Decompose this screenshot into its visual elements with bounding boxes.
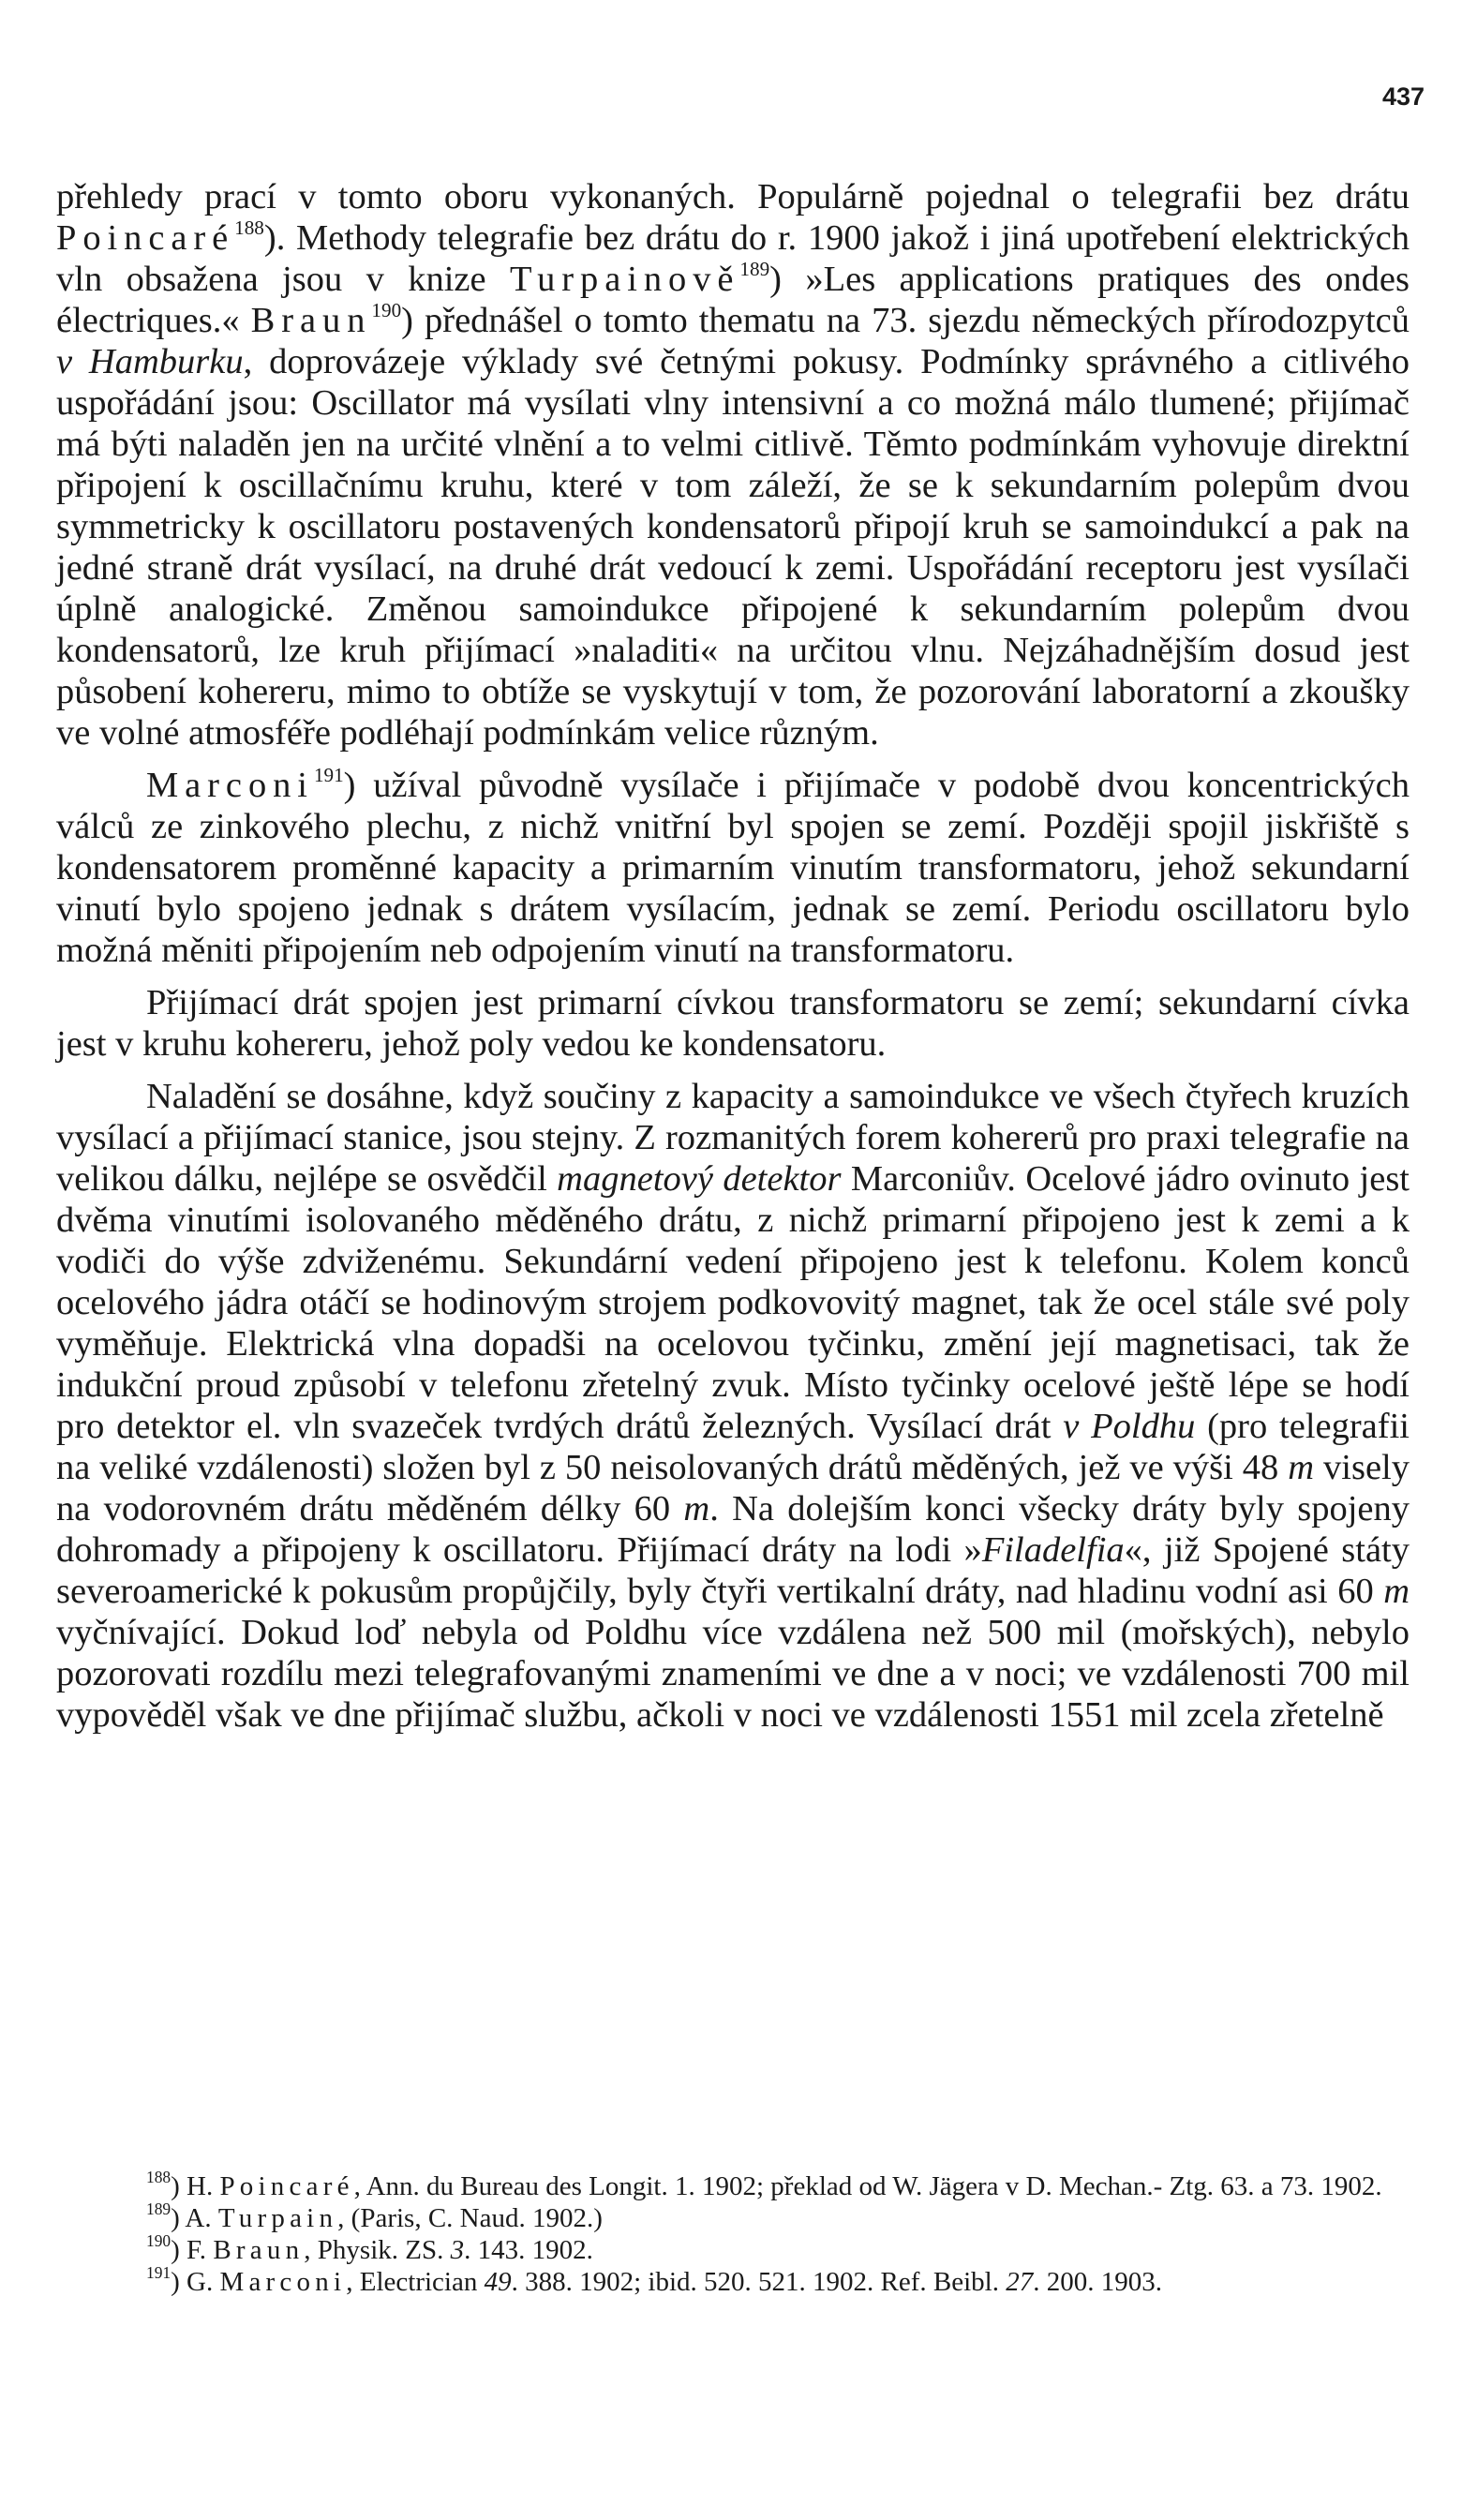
paragraph: [56, 176, 1410, 753]
text-run: (pro telegrafii na veliké vzdálenosti) složen byl z 50 neisolovaných drátů měděných, jež ve výši 48: [56, 1407, 1410, 1487]
text-run: visely na vodorovném drátu měděném délky 60: [56, 1448, 1410, 1528]
italic-text: magnetový detektor: [557, 1159, 842, 1199]
footnote-ref: 190: [371, 299, 402, 322]
italic-text: 3: [450, 2235, 465, 2265]
text-run: vyčnívající. Dokud loď nebyla od Poldhu více vzdálena než 500 mil (mořských), nebylo pozorovati rozdílu mezi telegrafovanými znameními ve dne a v noci; ve vzdálenosti 700 mil vypověděl však ve dne přijímač službu, ačkoli v noci ve vzdálenosti 1551 mil zcela zřetelně: [56, 1613, 1410, 1735]
text-run: , Electrician: [346, 2267, 485, 2297]
text-run: Přijímací drát spojen jest primarní cívkou transformatoru se zemí; sekundarní cívka jest v kruhu kohereru, jehož poly vedou ke kondensatoru.: [56, 983, 1410, 1064]
footnotes: [56, 2167, 1410, 2298]
spaced-name: Turpain: [217, 2203, 338, 2233]
text-run: Marconiův. Ocelové jádro ovinuto jest dvěma vinutími isolovaného měděného drátu, z nichž primarní připojeno jest k zemi a k vodiči do výše zdviženému. Sekundární vedení připojeno jest k telefonu. Kolem konců ocelového jádra otáčí se hodinovým strojem podkovovitý magnet, tak že ocel stále své poly vyměňuje. Elektrická vlna dopadši na ocelovou tyčinku, změní její magnetisaci, tak že indukční proud způsobí v telefonu zřetelný zvuk. Místo tyčinky ocelové ještě lépe se hodí pro detektor el. vln svazeček tvrdých drátů železných. Vysílací drát: [56, 1159, 1410, 1446]
text-run: ) A.: [171, 2203, 218, 2233]
text-run: přehledy prací v tomto oboru vykonaných. Populárně pojednal o telegrafii bez drátu: [56, 177, 1410, 216]
footnote-ref: 191: [313, 764, 344, 787]
text-run: , doprovázeje výklady své četnými pokusy. Podmínky správného a citlivého uspořádání jsou: Oscillator má vysílati vlny intensivní a co možná málo tlumené; přijímač má býti naladěn jen na určité vlnění a to velmi citlivě. Těmto podmínkám vyhovuje direktní připojení k oscillačnímu kruhu, které v tom záleží, že se k sekundarním polepům dvou symmetricky k oscillatoru postavených kondensatorů připojí kruh se samoindukcí a pak na jedné straně drát vysílací, na druhé drát vedoucí k zemi. Uspořádání receptoru jest vysílači úplně analogické. Změnou samoindukce připojené k sekundarním polepům dvou kondensatorů, lze kruh přijímací »naladiti« na určitou vlnu. Nejzáhadnějším dosud jest působení kohereru, mimo to obtíže se vyskytují v tom, že pozorování laboratorní a zkoušky ve volné atmosféře podléhají podmínkám velice různým.: [56, 342, 1410, 753]
text-run: , (Paris, C. Naud. 1902.): [337, 2203, 603, 2233]
text-run: ) F.: [171, 2235, 214, 2265]
spaced-name: Poincaré: [56, 218, 235, 258]
footnote-ref: 189: [739, 258, 770, 281]
spaced-name: Marconi: [146, 766, 314, 805]
italic-text: m: [1383, 1572, 1410, 1611]
page-number: 437: [1381, 82, 1425, 111]
italic-text: v Hamburku: [56, 342, 244, 381]
text-run: ) H.: [171, 2171, 220, 2201]
spaced-name: Poincaré: [219, 2171, 354, 2201]
paragraph: [56, 765, 1410, 971]
footnote: [56, 2167, 1410, 2202]
text-run: ) G.: [171, 2267, 220, 2297]
text-run: . Na dolejším konci všecky dráty byly spojeny dohromady a připojeny k oscillatoru. Přijímací dráty na lodi »: [56, 1489, 1410, 1570]
text-run: ) užíval původně vysílače i přijímače v podobě dvou koncentrických válců ze zinkového plechu, z nichž vnitřní byl spojen se zemí. Později spojil jiskřiště s kondensatorem proměnné kapacity a primarním vinutím transformatoru, jehož sekundarní vinutí bylo spojeno jednak s drátem vysílacím, jednak se zemí. Periodu oscillatoru bylo možná měniti připojením neb odpojením vinutí na transformatoru.: [56, 766, 1410, 970]
footnote: [56, 2262, 1410, 2298]
text-run: . 143. 1902.: [464, 2235, 593, 2265]
text-run: . 200. 1903.: [1033, 2267, 1162, 2297]
italic-text: m: [683, 1489, 710, 1528]
text-run: ). Methody telegrafie bez drátu do r. 1900 jakož i jiná upotřebení elektrických vln obsažena jsou v knize: [56, 218, 1410, 299]
spaced-name: Braun: [250, 301, 372, 340]
footnote-ref: 189: [146, 2199, 172, 2218]
text-run: , Physik. ZS.: [304, 2235, 451, 2265]
text-run: . 388. 1902; ibid. 520. 521. 1902. Ref. Beibl.: [511, 2267, 1007, 2297]
footnote: [56, 2199, 1410, 2234]
footnote-ref: 190: [146, 2230, 172, 2250]
body-text: [56, 176, 1410, 1736]
footnote-ref: 188: [234, 216, 264, 240]
text-run: ) přednášel o tomto thematu na 73. sjezdu německých přírodozpytců: [401, 301, 1410, 340]
paragraph: [56, 982, 1410, 1065]
italic-text: 49: [484, 2267, 512, 2297]
spaced-name: Braun: [213, 2235, 305, 2265]
text-run: «, již Spojené státy severoamerické k pokusům propůjčily, byly čtyři vertikalní dráty, nad hladinu vodní asi 60: [56, 1530, 1410, 1611]
text-run: Naladění se dosáhne, když součiny z kapacity a samoindukce ve všech čtyřech kruzích vysílací a přijímací stanice, jsou stejny. Z rozmanitých forem kohererů pro praxi telegrafie na velikou dálku, nejlépe se osvědčil: [56, 1077, 1410, 1199]
text-run: , Ann. du Bureau des Longit. 1. 1902; překlad od W. Jägera v D. Mechan.- Ztg. 63. a 73. 1902.: [353, 2171, 1382, 2201]
spaced-name: Marconi: [219, 2267, 347, 2297]
footnote: [56, 2230, 1410, 2266]
paragraph: [56, 1076, 1410, 1736]
spaced-name: Turpainově: [509, 260, 740, 299]
footnote-ref: 191: [146, 2262, 172, 2282]
italic-text: Filadelfia: [981, 1530, 1125, 1570]
italic-text: 27: [1006, 2267, 1034, 2297]
italic-text: v Poldhu: [1063, 1407, 1196, 1446]
footnote-ref: 188: [146, 2167, 172, 2186]
text-run: ) »Les applications pratiques des ondes électriques.«: [56, 260, 1410, 340]
italic-text: m: [1288, 1448, 1315, 1487]
